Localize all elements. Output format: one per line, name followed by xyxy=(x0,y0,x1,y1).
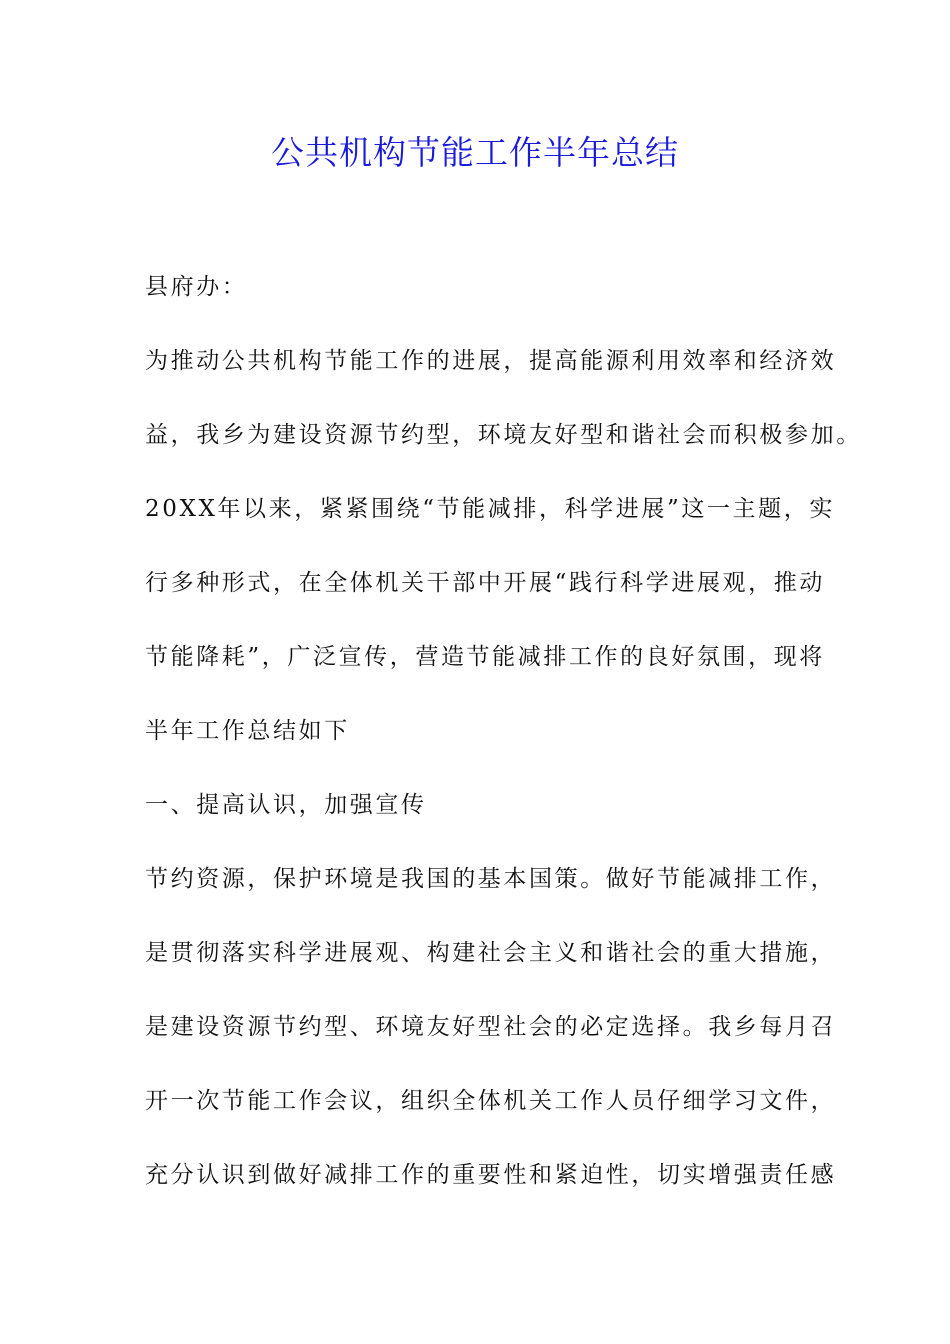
document-title: 公共机构节能工作半年总结 xyxy=(271,133,679,172)
section-heading: 一、提高认识，加强宣传 xyxy=(145,792,427,818)
paragraph-line: 半年工作总结如下 xyxy=(145,718,350,744)
paragraph-line: 为推动公共机构节能工作的进展，提高能源利用效率和经济效 xyxy=(145,348,837,374)
paragraph-line: 开一次节能工作会议，组织全体机关工作人员仔细学习文件， xyxy=(145,1088,837,1114)
paragraph-line: 行多种形式，在全体机关干部中开展“践行科学进展观，推动 xyxy=(145,570,825,596)
paragraph-line: 20XX年以来，紧紧围绕“节能减排，科学进展”这一主题，实 xyxy=(145,496,835,522)
paragraph-line: 是贯彻落实科学进展观、构建社会主义和谐社会的重大措施， xyxy=(145,940,837,966)
document-body xyxy=(145,264,862,1226)
paragraph-line: 节能降耗”，广泛宣传，营造节能减排工作的良好氛围，现将 xyxy=(145,644,825,670)
salutation-line: 县府办： xyxy=(145,274,248,300)
paragraph-line: 益，我乡为建设资源节约型，环境友好型和谐社会而积极参加。 xyxy=(145,422,862,448)
paragraph-line: 充分认识到做好减排工作的重要性和紧迫性，切实增强责任感 xyxy=(145,1162,837,1188)
paragraph-line: 是建设资源节约型、环境友好型社会的必定选择。我乡每月召 xyxy=(145,1014,837,1040)
paragraph-line: 节约资源，保护环境是我国的基本国策。做好节能减排工作， xyxy=(145,866,837,892)
